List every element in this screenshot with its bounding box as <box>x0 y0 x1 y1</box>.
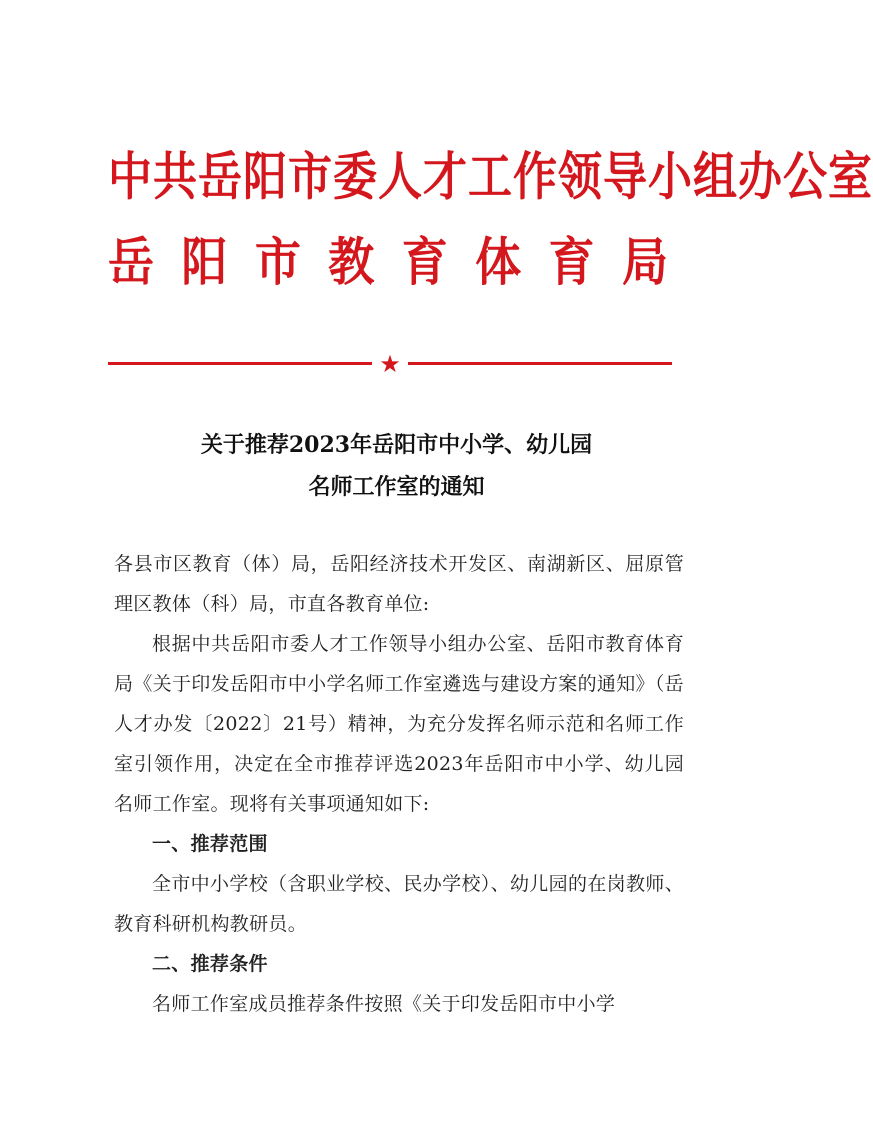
bureau-char: 体 <box>475 231 522 293</box>
document-body <box>114 544 684 1024</box>
bureau-char: 岳 <box>108 231 154 293</box>
section-1-text: 全市中小学校（含职业学校、民办学校）、幼儿园的在岗教师、教育科研机构教研员。 <box>114 873 684 935</box>
section-2-heading: 二、推荐条件 <box>152 953 268 975</box>
document-title-line-1: 关于推荐2023年岳阳市中小学、幼儿园 <box>200 432 593 458</box>
bureau-char: 阳 <box>181 231 228 293</box>
intro-paragraph: 根据中共岳阳市委人才工作领导小组办公室、岳阳市教育体育局《关于印发岳阳市中小学名师工作室遴选与建设方案的通知》（岳人才办发〔2022〕21号）精神，为充分发挥名师示范和名师工作室引领作用，决定在全市推荐评选2023年岳阳市中小学、幼儿园名师工作室。现将有关事项通知如下: <box>114 633 684 815</box>
section-2-text: 名师工作室成员推荐条件按照《关于印发岳阳市中小学 <box>152 993 616 1015</box>
bureau-char: 教 <box>328 231 375 293</box>
bureau-char: 育 <box>401 231 448 293</box>
bureau-char: 局 <box>621 231 668 293</box>
document-title-line-2: 名师工作室的通知 <box>308 474 485 500</box>
issuing-bureau <box>108 231 668 294</box>
red-separator-right <box>408 362 672 371</box>
bureau-char: 市 <box>254 231 301 293</box>
star-icon: ★ <box>379 350 401 378</box>
red-separator-left <box>108 362 372 371</box>
section-1-heading: 一、推荐范围 <box>152 833 268 855</box>
issuing-organization: 中共岳阳市委人才工作领导小组办公室 <box>108 147 873 208</box>
bureau-char: 育 <box>548 231 595 293</box>
addressee: 各县市区教育（体）局，岳阳经济技术开发区、南湖新区、屈原管理区教体（科）局，市直各教育单位: <box>114 553 684 615</box>
